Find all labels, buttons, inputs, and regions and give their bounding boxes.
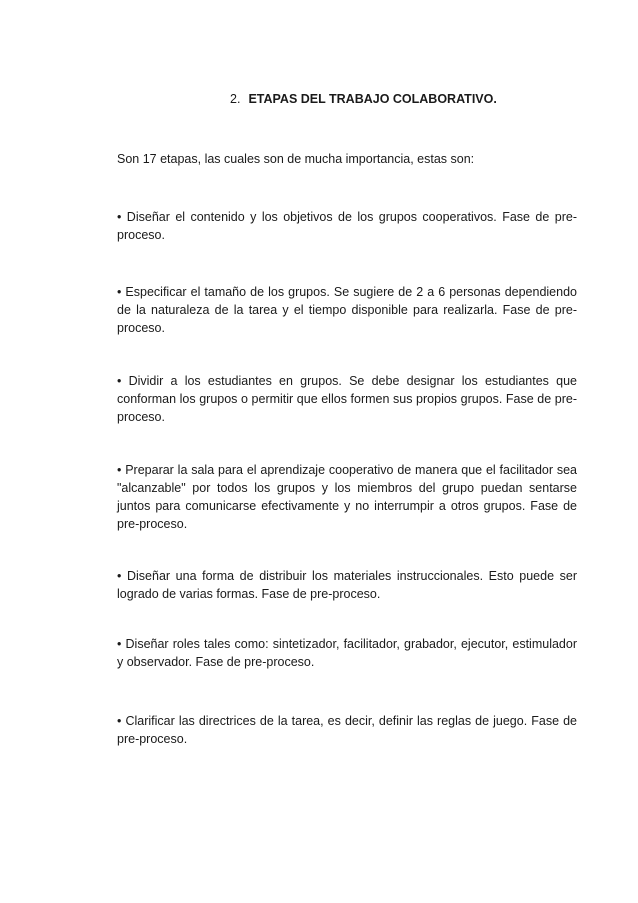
list-item: • Especificar el tamaño de los grupos. Se sugiere de 2 a 6 personas dependiendo de la naturaleza de la tarea y el tiempo disponible para realizarla. Fase de pre-proceso. — [117, 285, 577, 335]
section-title: ETAPAS DEL TRABAJO COLABORATIVO. — [248, 92, 497, 106]
list-item: • Preparar la sala para el aprendizaje cooperativo de manera que el facilitador sea "alcanzable" por todos los grupos y los miembros del grupo puedan sentarse juntos para comunicarse efectivamente y no interrumpir a otros grupos. Fase de pre-proceso. — [117, 463, 577, 531]
intro-paragraph: Son 17 etapas, las cuales son de mucha importancia, estas son: — [117, 152, 475, 166]
list-item: • Diseñar una forma de distribuir los materiales instruccionales. Esto puede ser logrado de varias formas. Fase de pre-proceso. — [117, 569, 577, 601]
section-heading — [230, 92, 497, 106]
list-item: • Diseñar el contenido y los objetivos de los grupos cooperativos. Fase de pre-proceso. — [117, 210, 577, 242]
list-item: • Diseñar roles tales como: sintetizador, facilitador, grabador, ejecutor, estimulador y observador. Fase de pre-proceso. — [117, 637, 577, 669]
list-item: • Clarificar las directrices de la tarea, es decir, definir las reglas de juego. Fase de pre-proceso. — [117, 714, 577, 746]
list-item: • Dividir a los estudiantes en grupos. Se debe designar los estudiantes que conforman los grupos o permitir que ellos formen sus propios grupos. Fase de pre-proceso. — [117, 374, 577, 424]
section-number: 2. — [230, 92, 241, 106]
